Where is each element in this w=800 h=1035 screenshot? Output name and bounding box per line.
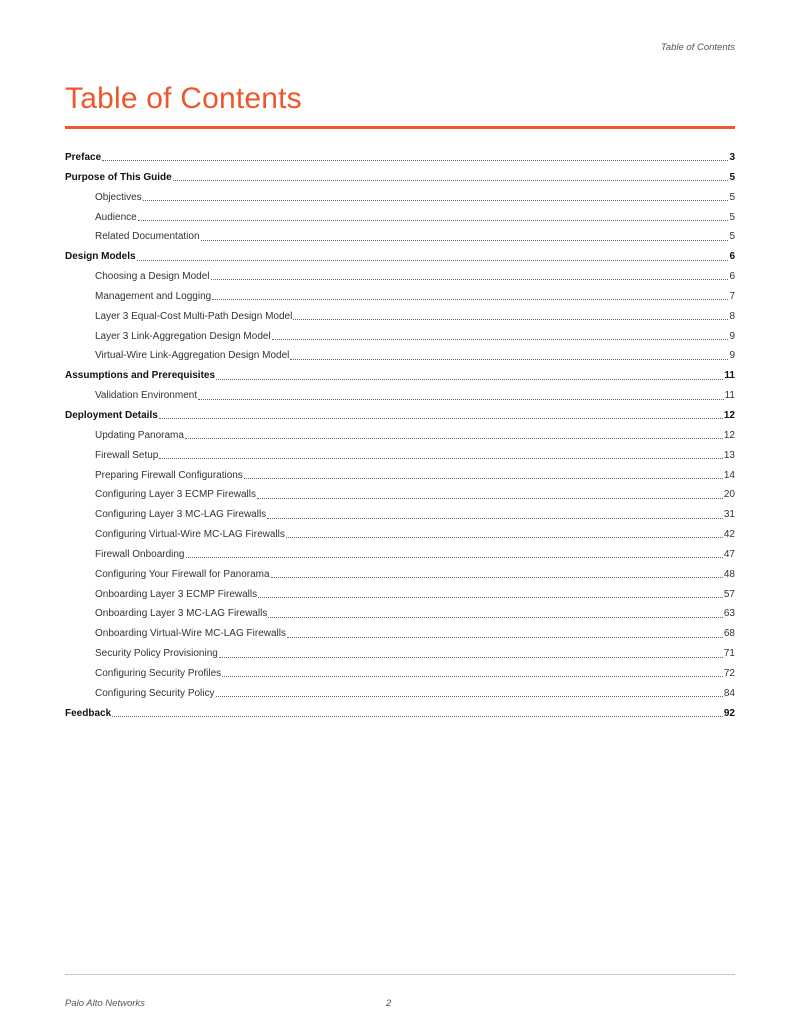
toc-entry-page-number: 63 xyxy=(723,608,735,620)
toc-subsection-entry[interactable] xyxy=(65,307,735,327)
title-underline xyxy=(65,126,735,129)
toc-entry-page-number: 8 xyxy=(729,310,735,322)
toc-dot-leader xyxy=(271,577,723,578)
toc-subsection-entry[interactable] xyxy=(65,188,735,208)
toc-entry-label: Onboarding Layer 3 ECMP Firewalls xyxy=(95,588,258,600)
running-header: Table of Contents xyxy=(660,42,735,53)
toc-dot-leader xyxy=(201,240,729,241)
toc-entry-label: Design Models xyxy=(65,251,136,263)
toc-dot-leader xyxy=(244,478,723,479)
toc-entry-label: Onboarding Virtual-Wire MC-LAG Firewalls xyxy=(95,628,286,640)
toc-subsection-entry[interactable] xyxy=(65,386,735,406)
toc-dot-leader xyxy=(143,200,729,201)
toc-entry-page-number: 12 xyxy=(723,409,735,421)
toc-entry-page-number: 11 xyxy=(724,390,735,402)
toc-entry-label: Configuring Your Firewall for Panorama xyxy=(95,568,270,580)
toc-entry-label: Objectives xyxy=(95,191,142,203)
toc-section-entry[interactable] xyxy=(65,406,735,426)
toc-entry-page-number: 5 xyxy=(729,171,735,183)
toc-entry-label: Security Policy Provisioning xyxy=(95,648,218,660)
toc-entry-page-number: 9 xyxy=(729,350,735,362)
toc-entry-label: Updating Panorama xyxy=(95,429,184,441)
toc-entry-page-number: 57 xyxy=(723,588,735,600)
toc-dot-leader xyxy=(258,597,723,598)
footer-divider xyxy=(65,974,735,975)
toc-dot-leader xyxy=(267,518,723,519)
toc-entry-page-number: 71 xyxy=(723,648,735,660)
toc-section-entry[interactable] xyxy=(65,704,735,724)
toc-dot-leader xyxy=(173,180,729,181)
toc-entry-page-number: 92 xyxy=(723,707,735,719)
toc-dot-leader xyxy=(137,260,729,261)
toc-dot-leader xyxy=(287,637,723,638)
toc-entry-label: Configuring Virtual-Wire MC-LAG Firewalls xyxy=(95,529,285,541)
toc-entry-page-number: 14 xyxy=(723,469,735,481)
toc-entry-label: Purpose of This Guide xyxy=(65,171,172,183)
toc-entry-label: Preparing Firewall Configurations xyxy=(95,469,243,481)
toc-entry-label: Deployment Details xyxy=(65,409,158,421)
toc-subsection-entry[interactable] xyxy=(65,327,735,347)
toc-subsection-entry[interactable] xyxy=(65,227,735,247)
toc-subsection-entry[interactable] xyxy=(65,505,735,525)
toc-entry-label: Assumptions and Prerequisites xyxy=(65,370,216,382)
table-of-contents xyxy=(65,148,735,723)
toc-entry-page-number: 68 xyxy=(723,628,735,640)
toc-entry-label: Configuring Layer 3 MC-LAG Firewalls xyxy=(95,509,267,521)
toc-entry-page-number: 5 xyxy=(729,191,735,203)
toc-section-entry[interactable] xyxy=(65,168,735,188)
toc-entry-label: Configuring Layer 3 ECMP Firewalls xyxy=(95,489,256,501)
toc-subsection-entry[interactable] xyxy=(65,664,735,684)
toc-entry-label: Layer 3 Equal-Cost Multi-Path Design Model xyxy=(95,310,293,322)
toc-subsection-entry[interactable] xyxy=(65,287,735,307)
toc-dot-leader xyxy=(185,438,723,439)
toc-entry-label: Virtual-Wire Link-Aggregation Design Model xyxy=(95,350,290,362)
toc-entry-page-number: 84 xyxy=(723,687,735,699)
toc-entry-page-number: 6 xyxy=(729,251,735,263)
toc-subsection-entry[interactable] xyxy=(65,466,735,486)
page-title: Table of Contents xyxy=(65,82,302,115)
toc-entry-label: Audience xyxy=(95,211,137,223)
toc-dot-leader xyxy=(198,399,724,400)
toc-subsection-entry[interactable] xyxy=(65,684,735,704)
toc-subsection-entry[interactable] xyxy=(65,565,735,585)
toc-entry-label: Configuring Security Profiles xyxy=(95,667,222,679)
toc-entry-page-number: 11 xyxy=(724,370,735,382)
toc-dot-leader xyxy=(211,279,729,280)
toc-entry-page-number: 20 xyxy=(723,489,735,501)
toc-entry-label: Onboarding Layer 3 MC-LAG Firewalls xyxy=(95,608,268,620)
toc-subsection-entry[interactable] xyxy=(65,426,735,446)
toc-subsection-entry[interactable] xyxy=(65,545,735,565)
toc-entry-page-number: 12 xyxy=(723,429,735,441)
toc-entry-page-number: 6 xyxy=(729,271,735,283)
toc-entry-page-number: 42 xyxy=(723,529,735,541)
toc-entry-label: Configuring Security Policy xyxy=(95,687,215,699)
toc-dot-leader xyxy=(290,359,728,360)
toc-entry-label: Related Documentation xyxy=(95,231,200,243)
footer-company: Palo Alto Networks xyxy=(65,998,145,1009)
toc-entry-page-number: 47 xyxy=(723,548,735,560)
toc-dot-leader xyxy=(268,617,723,618)
toc-dot-leader xyxy=(212,299,728,300)
toc-entry-label: Management and Logging xyxy=(95,290,212,302)
toc-entry-label: Firewall Onboarding xyxy=(95,548,185,560)
toc-entry-label: Firewall Setup xyxy=(95,449,159,461)
toc-entry-page-number: 13 xyxy=(723,449,735,461)
toc-dot-leader xyxy=(286,537,723,538)
toc-dot-leader xyxy=(272,339,729,340)
toc-subsection-entry[interactable] xyxy=(65,346,735,366)
toc-entry-page-number: 9 xyxy=(729,330,735,342)
toc-entry-label: Layer 3 Link-Aggregation Design Model xyxy=(95,330,271,342)
toc-dot-leader xyxy=(257,498,723,499)
toc-dot-leader xyxy=(186,557,723,558)
toc-entry-label: Preface xyxy=(65,152,102,163)
toc-dot-leader xyxy=(219,657,723,658)
toc-subsection-entry[interactable] xyxy=(65,446,735,466)
toc-dot-leader xyxy=(222,676,723,677)
footer-page-number: 2 xyxy=(386,998,392,1009)
toc-subsection-entry[interactable] xyxy=(65,267,735,287)
toc-entry-page-number: 5 xyxy=(729,211,735,223)
toc-dot-leader xyxy=(216,696,723,697)
toc-entry-label: Feedback xyxy=(65,707,112,719)
toc-subsection-entry[interactable] xyxy=(65,585,735,605)
toc-entry-page-number: 72 xyxy=(723,667,735,679)
toc-section-entry[interactable] xyxy=(65,247,735,267)
toc-dot-leader xyxy=(112,716,723,717)
toc-entry-page-number: 7 xyxy=(729,290,735,302)
toc-subsection-entry[interactable] xyxy=(65,644,735,664)
toc-entry-label: Choosing a Design Model xyxy=(95,271,210,283)
toc-subsection-entry[interactable] xyxy=(65,485,735,505)
toc-subsection-entry[interactable] xyxy=(65,604,735,624)
toc-dot-leader xyxy=(159,458,723,459)
toc-subsection-entry[interactable] xyxy=(65,208,735,228)
toc-entry-page-number: 5 xyxy=(729,231,735,243)
toc-dot-leader xyxy=(159,418,723,419)
toc-dot-leader xyxy=(293,319,728,320)
toc-dot-leader xyxy=(102,160,728,161)
toc-entry-label: Validation Environment xyxy=(95,390,198,402)
toc-entry-page-number: 48 xyxy=(723,568,735,580)
toc-entry-page-number: 31 xyxy=(723,509,735,521)
toc-subsection-entry[interactable] xyxy=(65,624,735,644)
toc-dot-leader xyxy=(216,379,723,380)
toc-section-entry[interactable] xyxy=(65,148,735,168)
toc-entry-page-number: 3 xyxy=(729,152,735,163)
toc-section-entry[interactable] xyxy=(65,366,735,386)
toc-dot-leader xyxy=(138,220,729,221)
toc-subsection-entry[interactable] xyxy=(65,525,735,545)
